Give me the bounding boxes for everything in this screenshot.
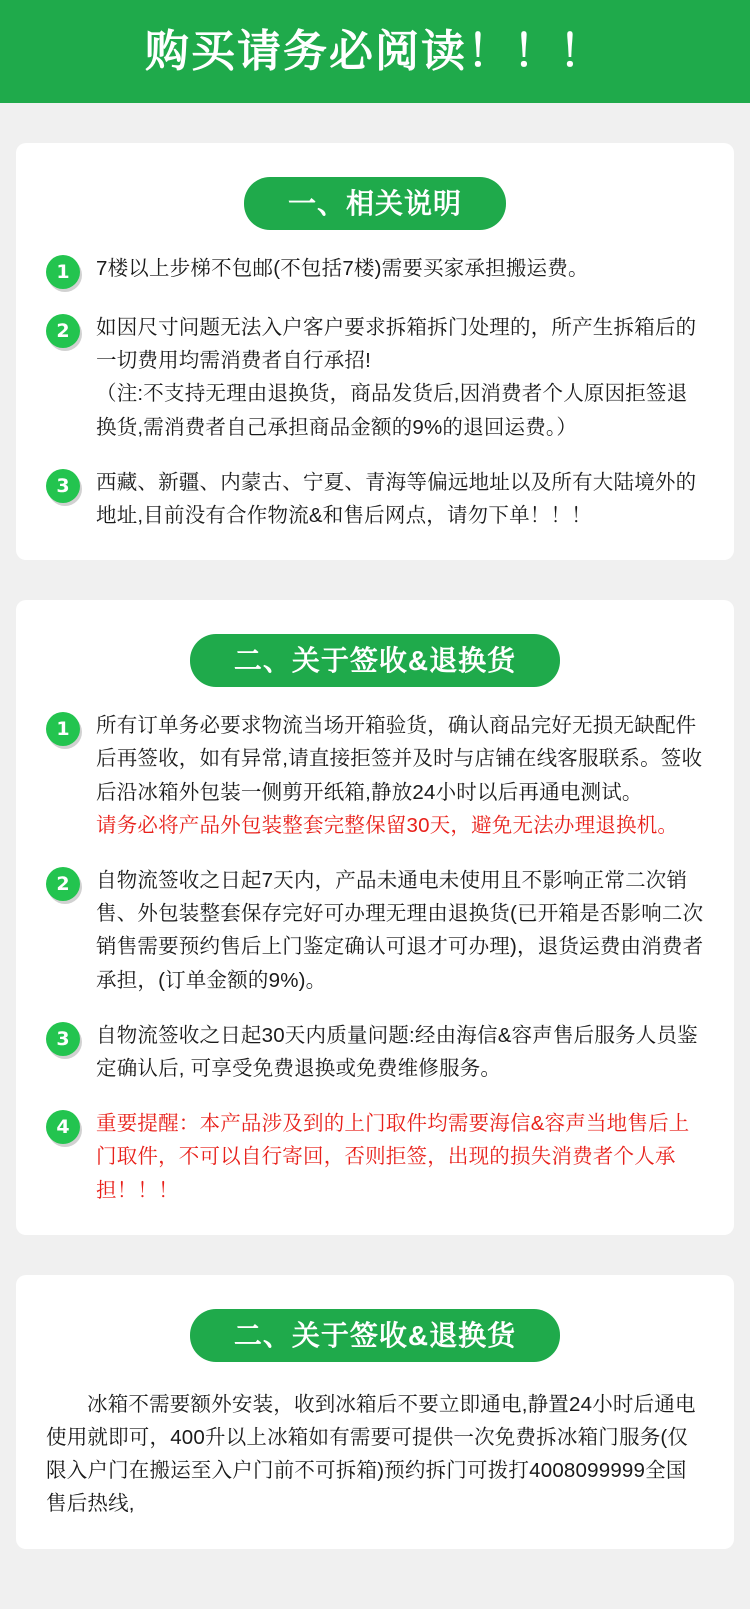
list-item-number: 4 (46, 1110, 80, 1144)
spacer (0, 103, 750, 143)
list-item-text (96, 709, 704, 842)
section-paragraph: 冰箱不需要额外安装，收到冰箱后不要立即通电,静置24小时后通电使用就即可，400升以上冰箱如有需要可提供一次免费拆冰箱门服务(仅限入户门在搬运至入户门前不可拆箱)预约拆门可拨打4008099999全国售后热线, (46, 1392, 696, 1516)
section-receipt-returns (16, 600, 734, 1235)
list-item-number: 3 (46, 1022, 80, 1056)
list-item (46, 709, 704, 842)
list-item-text (96, 1019, 704, 1085)
spacer (0, 1235, 750, 1275)
list-item (46, 864, 704, 997)
page-title: 购买请务必阅读！！！ (145, 26, 605, 76)
section-heading-wrap (16, 1275, 734, 1378)
list-item (46, 466, 704, 532)
list-item-line: 如因尺寸问题无法入户客户要求拆箱拆门处理的，所产生拆箱后的一切费用均需消费者自行承招! (96, 316, 697, 373)
section-item-list (16, 246, 734, 532)
list-item-number: 2 (46, 314, 80, 348)
list-item (46, 311, 704, 444)
list-item-number: 1 (46, 712, 80, 746)
list-item-number: 3 (46, 469, 80, 503)
list-item-text (96, 466, 704, 532)
list-item-text (96, 1107, 704, 1207)
list-item-text (96, 311, 704, 444)
list-item (46, 1019, 704, 1085)
list-item-line-alert: 重要提醒：本产品涉及到的上门取件均需要海信&容声当地售后上门取件，不可以自行寄回，否则拒签，出现的损失消费者个人承担！！！ (96, 1112, 690, 1202)
list-item-line: 自物流签收之日起30天内质量问题:经由海信&容声售后服务人员鉴定确认后, 可享受免费退换或免费维修服务。 (96, 1023, 698, 1081)
section-installation-notes (16, 1275, 734, 1549)
section-heading: 二、关于签收&退换货 (190, 634, 560, 687)
section-heading-wrap (16, 143, 734, 246)
list-item-line: 西藏、新疆、内蒙古、宁夏、青海等偏远地址以及所有大陆境外的地址,目前没有合作物流&和售后网点，请勿下单！！！ (96, 470, 697, 528)
list-item (46, 1107, 704, 1207)
section-heading: 一、相关说明 (244, 177, 506, 230)
list-item-number: 1 (46, 255, 80, 289)
list-item-line-alert: 请务必将产品外包装整套完整保留30天，避免无法办理退换机。 (96, 813, 679, 837)
list-item-line: 自物流签收之日起7天内，产品未通电未使用且不影响正常二次销售、外包装整套保存完好可办理无理由退换货(已开箱是否影响二次销售需要预约售后上门鉴定确认可退才可办理)，退货运费由消费者承担，(订单金额的9%)。 (96, 869, 704, 992)
spacer (0, 560, 750, 600)
section-heading-wrap (16, 600, 734, 703)
header-banner (0, 0, 750, 103)
list-item (46, 252, 704, 289)
list-item-line: 所有订单务必要求物流当场开箱验货，确认商品完好无损无缺配件后再签收，如有异常,请直接拒签并及时与店铺在线客服联系。签收后沿冰箱外包装一侧剪开纸箱,静放24小时以后再通电测试。 (96, 714, 703, 804)
list-item-text (96, 252, 704, 285)
list-item-text (96, 864, 704, 997)
section-item-list (16, 703, 734, 1207)
section-related-notes (16, 143, 734, 560)
list-item-line: 7楼以上步梯不包邮(不包括7楼)需要买家承担搬运费。 (96, 257, 589, 280)
list-item-line: （注:不支持无理由退换货，商品发货后,因消费者个人原因拒签退换货,需消费者自己承担商品金额的9%的退回运费。） (96, 382, 688, 439)
list-item-number: 2 (46, 867, 80, 901)
section-heading: 二、关于签收&退换货 (190, 1309, 560, 1362)
